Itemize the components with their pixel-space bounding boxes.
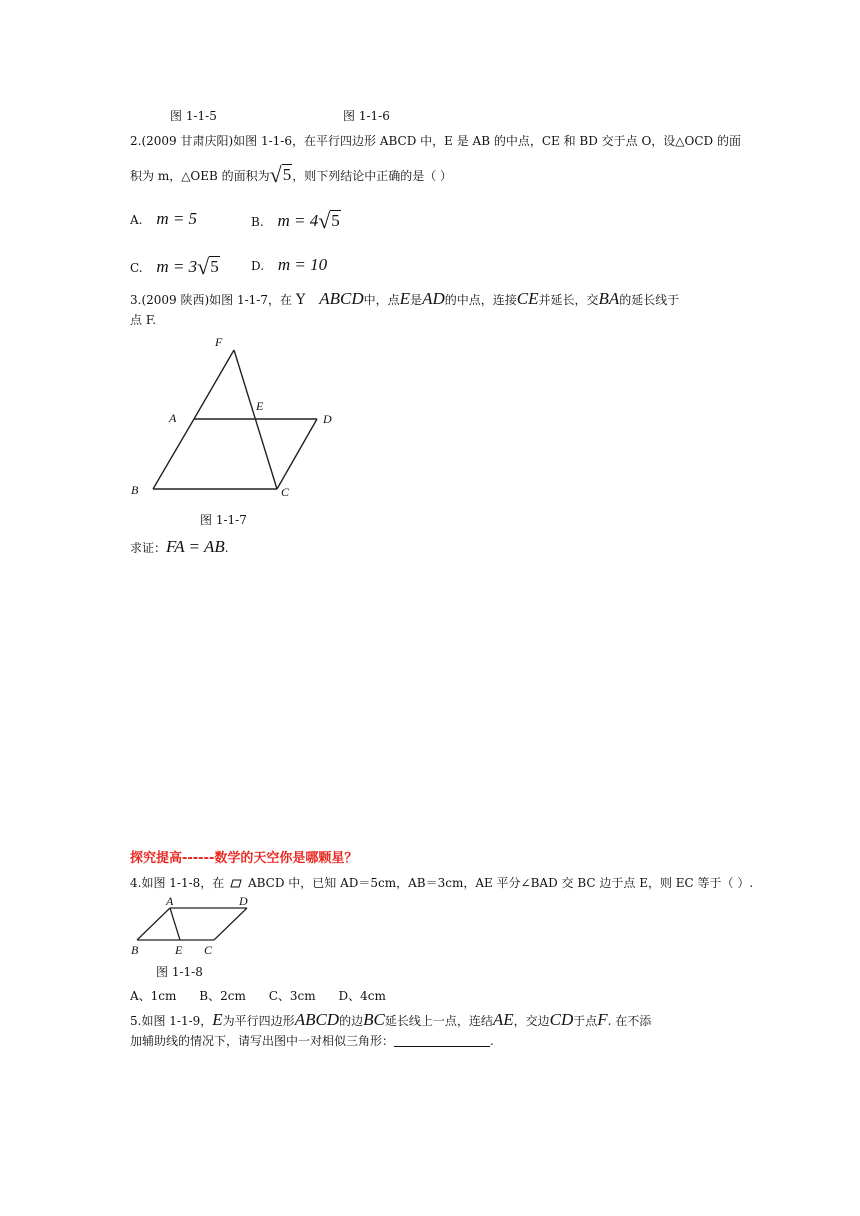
label-c: C — [281, 485, 290, 499]
q5-abcd: ABCD — [294, 1010, 340, 1029]
q2-line2-post: ，则下列结论中正确的是（ ） — [292, 169, 453, 183]
label-d: D — [239, 894, 248, 908]
q5-line2-end: . — [490, 1034, 494, 1048]
q3-text-line2: 点 F. — [130, 313, 157, 327]
segment-ab — [137, 908, 170, 940]
segment-dc — [214, 908, 247, 940]
label-e: E — [256, 399, 264, 413]
q5-i: ，交边 — [513, 1014, 550, 1028]
q2-option-a — [130, 210, 197, 227]
q3-line1-a: 3.(2009 陕西)如图 1-1-7，在 — [130, 293, 292, 307]
q3-line1-c: 中，点 — [363, 293, 400, 307]
q3-prove-expr: FA = AB — [166, 537, 225, 556]
label-b: B — [131, 483, 139, 497]
figure-1-1-7 — [120, 330, 350, 505]
q3-ad: AD — [422, 289, 445, 308]
q3-line1-k: 的延长线于 — [619, 293, 680, 307]
label-c: C — [204, 943, 213, 957]
q5-ae: AE — [492, 1010, 514, 1029]
segment-fa — [194, 350, 234, 419]
q4-text — [130, 877, 753, 889]
q3-abcd: ABCD — [319, 289, 364, 308]
q5-e: E — [212, 1010, 223, 1029]
q3-line1-i: 并延长，交 — [538, 293, 599, 307]
label-f: F — [215, 335, 223, 349]
q2-option-d — [251, 256, 327, 273]
q2-option-c — [130, 256, 220, 278]
answer-blank[interactable] — [394, 1046, 490, 1047]
q5-k: 于点 — [573, 1014, 598, 1028]
q2-text-line2 — [130, 164, 452, 186]
parallelogram-symbol-icon: Y — [296, 292, 306, 308]
label-a: A — [169, 411, 177, 425]
segment-ae — [170, 908, 180, 940]
q4-options: A、1cm B、2cm C、3cm D、4cm — [130, 989, 386, 1003]
q5-c: 为平行四边形 — [222, 1014, 295, 1028]
q2-option-c-sqrt: √5 — [197, 254, 219, 279]
figure-caption-1-1-8: 图 1-1-8 — [156, 965, 203, 979]
q2-option-c-label: C. — [130, 261, 143, 275]
q2-line2-pre: 积为 m，△OEB 的面积为 — [130, 169, 270, 183]
q3-e: E — [399, 289, 411, 308]
label-b: B — [131, 943, 139, 957]
q5-m: . 在不添 — [607, 1014, 652, 1028]
q3-text-line1 — [130, 290, 679, 307]
q4-text-a: 4.如图 1-1-8，在 — [130, 876, 225, 890]
q2-option-d-expr: m = 10 — [277, 255, 328, 274]
segment-dc — [277, 419, 317, 489]
q5-bc: BC — [363, 1010, 385, 1029]
q2-option-c-radicand: 5 — [210, 257, 219, 276]
figure-caption-1-1-6: 图 1-1-6 — [343, 109, 390, 123]
q2-text-line1: 2.(2009 甘肃庆阳)如图 1-1-6，在平行四边形 ABCD 中，E 是 AB 的中点，CE 和 BD 交于点 O，设△OCD 的面 — [130, 134, 741, 148]
q3-ce: CE — [516, 289, 539, 308]
figure-caption-1-1-7: 图 1-1-7 — [200, 513, 247, 527]
q2-option-d-label: D. — [251, 259, 265, 273]
q2-option-a-expr: m = 5 — [156, 209, 198, 228]
q2-option-c-expr: m = 3 — [156, 257, 198, 276]
q3-ba: BA — [598, 289, 620, 308]
q3-line1-g: 的中点，连接 — [444, 293, 517, 307]
figure-caption-1-1-5: 图 1-1-5 — [170, 109, 217, 123]
label-d: D — [323, 412, 332, 426]
q2-sqrt: √5 — [269, 162, 292, 187]
q2-option-b-expr: m = 4 — [277, 211, 319, 230]
q5-line2: 加辅助线的情况下，请写出图中一对相似三角形： — [130, 1034, 395, 1048]
q5-text-e: 的边 — [339, 1014, 364, 1028]
q5-cd: CD — [549, 1010, 574, 1029]
q5-g: 延长线上一点，连结 — [384, 1014, 493, 1028]
figure-1-1-8 — [128, 893, 258, 959]
q5-f: F — [597, 1010, 608, 1029]
q3-prove-label: 求证： — [130, 541, 167, 555]
q2-option-b-radicand: 5 — [331, 211, 340, 230]
q5-text-line1 — [130, 1011, 651, 1028]
q2-option-b — [251, 210, 341, 232]
q5-text-line2 — [130, 1035, 494, 1047]
q2-option-b-label: B. — [251, 215, 264, 229]
q3-prove — [130, 538, 229, 555]
q3-line1-e: 是 — [410, 293, 423, 307]
segment-ab — [153, 419, 194, 489]
q2-option-b-sqrt: √5 — [318, 208, 340, 233]
q2-radicand: 5 — [282, 165, 292, 184]
label-e: E — [175, 943, 183, 957]
q2-option-a-label: A. — [130, 213, 143, 227]
q5-a: 5.如图 1-1-9， — [130, 1014, 213, 1028]
q3-prove-end: . — [224, 541, 229, 555]
parallelogram-icon — [230, 879, 242, 888]
label-a: A — [166, 894, 174, 908]
q4-text-b: ABCD 中，已知 AD＝5cm，AB＝3cm，AE 平分∠BAD 交 BC 边于点 E，则 EC 等于（ ）. — [247, 876, 754, 890]
section-title: 探究提高------数学的天空你是哪颗星？ — [130, 851, 358, 866]
